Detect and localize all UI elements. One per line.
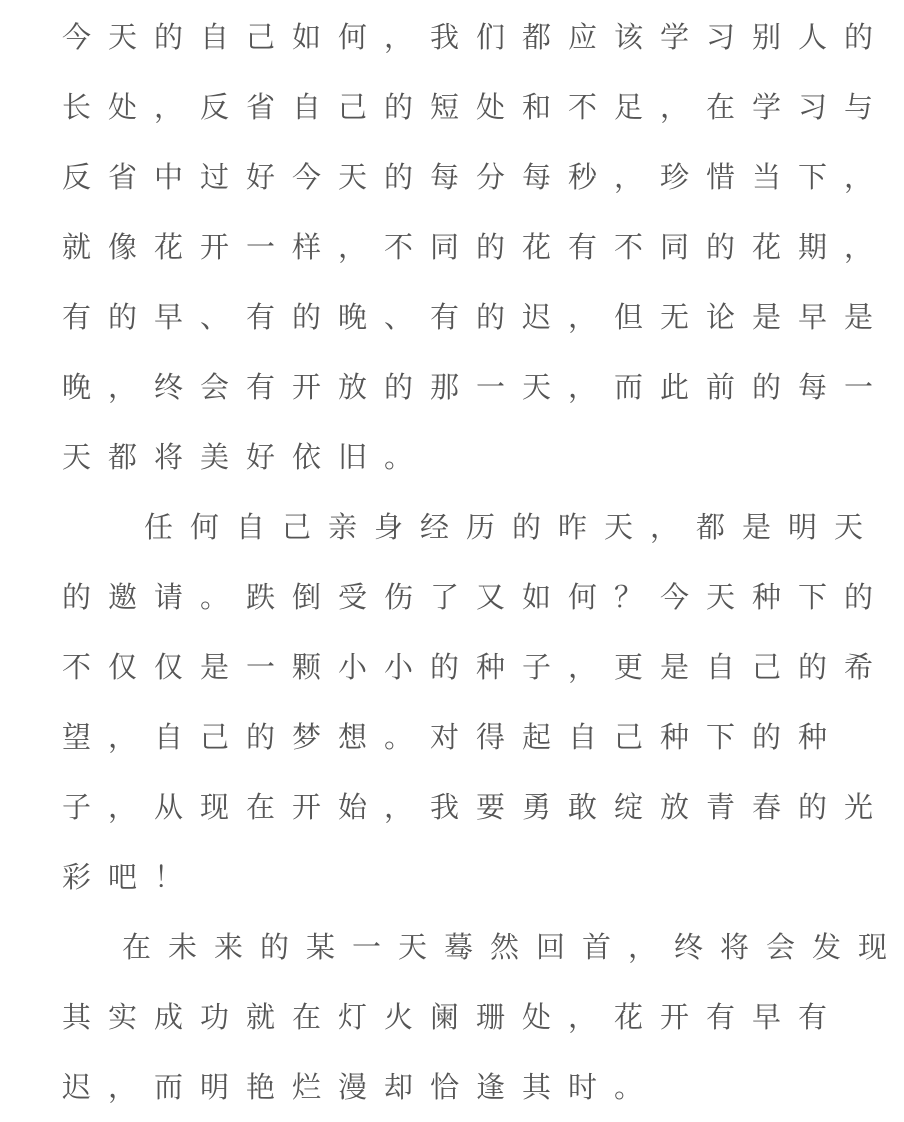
text-line: 有的早、有的晚、有的迟，但无论是早是 (62, 300, 891, 334)
text-line: 任何自己亲身经历的昨天，都是明天 (144, 510, 881, 544)
text-line: 的邀请。跌倒受伤了又如何？今天种下的 (62, 580, 891, 614)
text-line: 望，自己的梦想。对得起自己种下的种 (62, 720, 845, 754)
text-line: 在未来的某一天蓦然回首，终将会发现 (122, 930, 904, 964)
text-line: 晚，终会有开放的那一天，而此前的每一 (62, 370, 891, 404)
text-line: 就像花开一样，不同的花有不同的花期， (62, 230, 891, 264)
paragraph-1 (62, 2, 891, 492)
article-body (62, 0, 904, 1122)
text-line: 其实成功就在灯火阑珊处，花开有早有 (62, 1000, 845, 1034)
text-line: 今天的自己如何，我们都应该学习别人的 (62, 20, 891, 54)
text-line: 反省中过好今天的每分每秒，珍惜当下， (62, 160, 891, 194)
text-line: 天都将美好依旧。 (62, 440, 431, 474)
text-line: 子，从现在开始，我要勇敢绽放青春的光 (62, 790, 891, 824)
text-line: 长处，反省自己的短处和不足，在学习与 (62, 90, 891, 124)
text-line: 不仅仅是一颗小小的种子，更是自己的希 (62, 650, 891, 684)
paragraph-3 (62, 912, 904, 1122)
text-line: 迟，而明艳烂漫却恰逢其时。 (62, 1070, 661, 1104)
paragraph-2 (62, 492, 891, 912)
text-line: 彩吧！ (62, 860, 201, 894)
